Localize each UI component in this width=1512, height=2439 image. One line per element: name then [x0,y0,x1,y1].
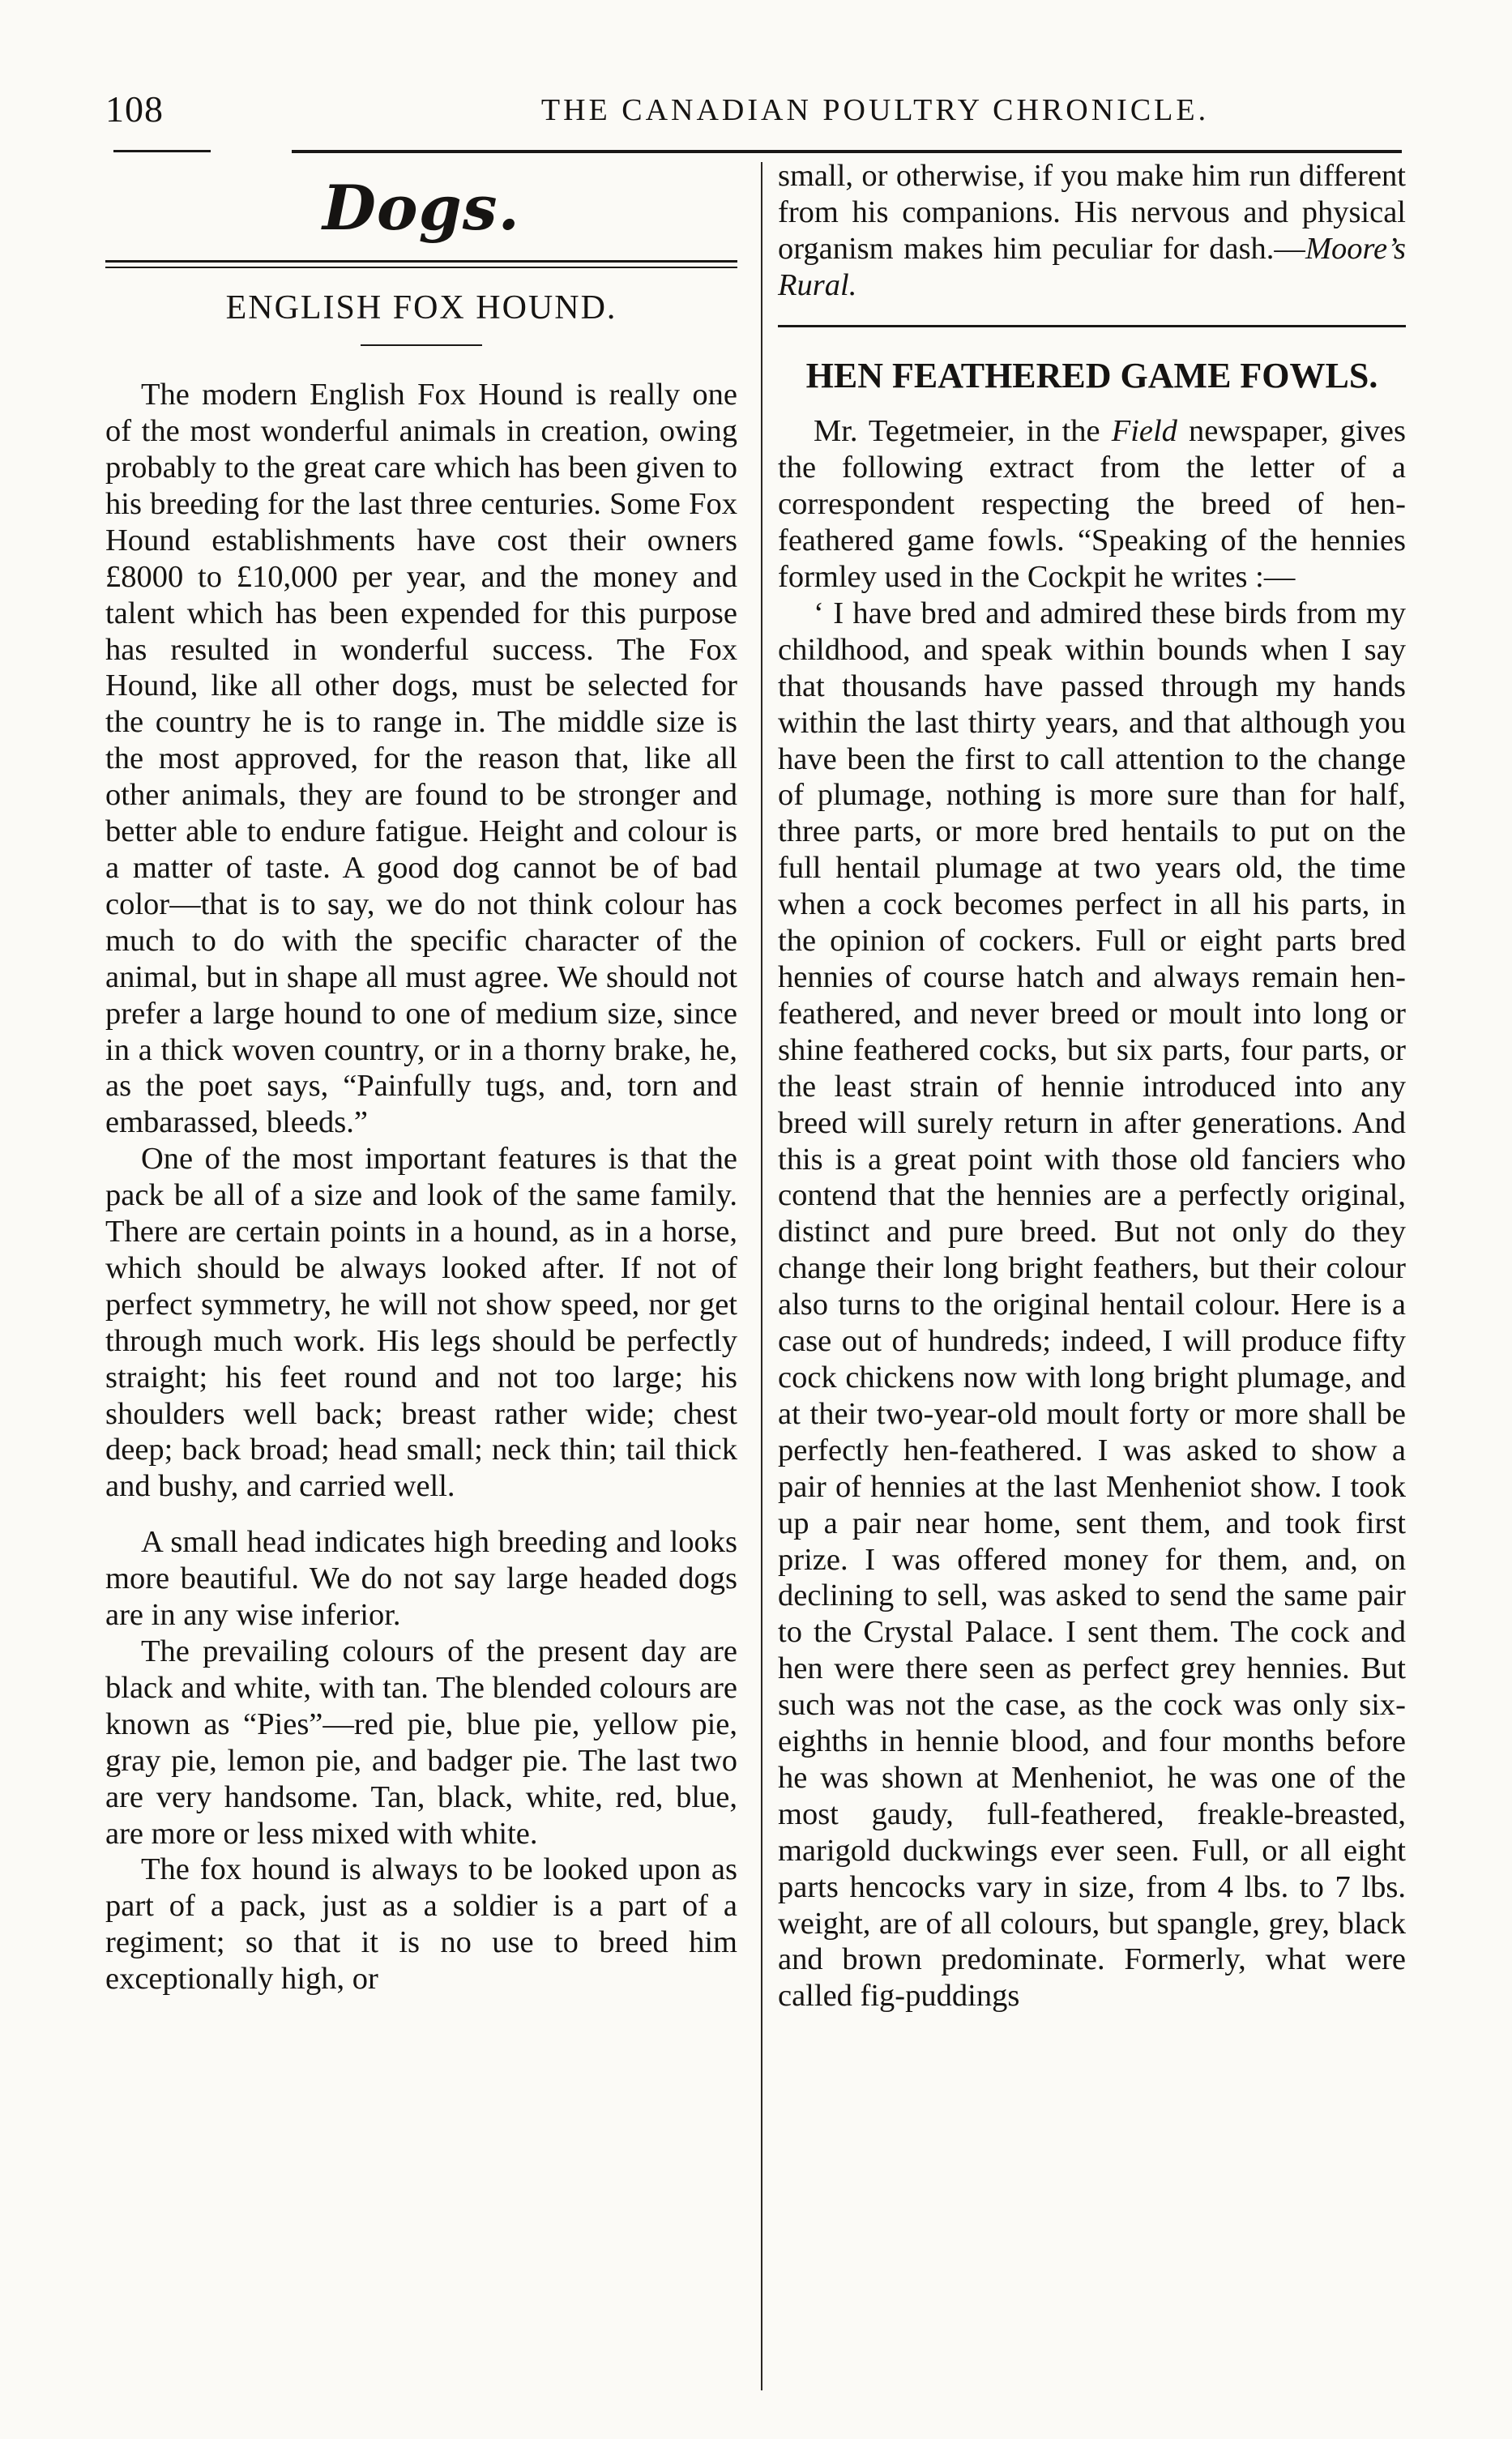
header-rule-left [113,150,211,152]
section-rule [105,260,737,268]
continuation-text: small, or otherwise, if you make him run different from his companions. His nervous and physical organism makes him peculiar for dash.— [778,159,1406,266]
section-title: Dogs. [322,172,520,244]
page-header [105,81,1402,138]
intro-text-rest: newspaper, gives the following extract from the letter of a correspondent respecting the breed of hen-feathered game fowls. “Speaking of the hennies formley used in the Cockpit he writes :— [778,414,1406,595]
title-rule [361,344,482,346]
article-title-game-fowls: HEN FEATHERED GAME FOWLS. [805,355,1378,395]
article-paragraph: The modern English Fox Hound is really one of the most wonderful animals in creation, owing probably to the great care which has been given to his breeding for the last three centuries. Some Fox Hound establishments have cost their owners £8000 to £10,000 per year, and the money and talent which has been expended for this purpose has resulted in wonderful success. The Fox Hound, like all other dogs, must be selected for the country he is to range in. The middle size is the most approved, for the reason that, like all other animals, they are found to be stronger and better able to endure fatigue. Height and colour is a matter of taste. A good dog cannot be of bad color—that is to say, we do not think colour has much to do with the specific character of the animal, but in shape all must agree. We should not prefer a large hound to one of medium size, since in a thick woven country, or in a thorny brake, he, as the poet says, “Painfully tugs, and, torn and embarassed, bleeds.” [105,378,737,1140]
article-paragraph: The prevailing colours of the present day are black and white, with tan. The blended colours are known as “Pies”—red pie, blue pie, yellow pie, gray pie, lemon pie, and badger pie. The last two are very handsome. Tan, black, white, red, blue, are more or less mixed with white. [105,1634,737,1851]
right-column [778,158,1406,2014]
article-separator [778,325,1406,327]
page-number: 108 [105,88,164,130]
running-head: THE CANADIAN POULTRY CHRONICLE. [540,93,1210,127]
article-paragraph [778,413,1406,596]
left-column [105,158,737,1997]
article-source: Moore’s Rural. [778,231,1406,302]
quoted-letter: ‘ I have bred and admired these birds from my childhood, and speak within bounds when I say that thousands have passed through my hands within the last thirty years, and that although you have been the first to call attention to the change of plumage, nothing is more sure than for half, three parts, or more bred hentails to put on the full hentail plumage at two years old, the time when a cock becomes perfect in all his parts, in the opinion of cockers. Full or eight parts bred hennies of course hatch and always remain hen-feathered, and never breed or moult into long or shine feathered cocks, but six parts, four parts, or the least strain of hennie introduced into any breed will surely return in after generations. And this is a great point with those old fanciers who contend that the hennies are a perfectly original, distinct and pure breed. But not only do they change their long bright feathers, but their colour also turns to the original hentail colour. Here is a case out of hundreds; indeed, I will produce fifty cock chickens now with long bright plumage, and at their two-year-old moult forty or more shall be perfectly hen-feathered. I was asked to show a pair of hennies at the last Menheniot show. I took up a pair near home, sent them, and took first prize. I was offered money for them, and, on declining to sell, was asked to send the same pair to the Crystal Palace. I sent them. The cock and hen were there seen as perfect grey hennies. But such was not the case, as the cock was only six-eighths in hennie blood, and four months before he was shown at Menheniot, he was one of the most gaudy, full-feathered, freakle-breasted, marigold duckwings ever seen. Full, or all eight parts hencocks vary in size, from 4 lbs. to 7 lbs. weight, are of all colours, but spangle, grey, black and brown predominate. Formerly, what were called fig-puddings [778,596,1406,2014]
article-paragraph: A small head indicates high breeding and looks more beautiful. We do not say large headed dogs are in any wise inferior. [105,1525,737,1633]
newspaper-name: Field [1111,414,1177,449]
article-paragraph: The fox hound is always to be looked upon as part of a pack, just as a soldier is a part of a regiment; so that it is no use to breed him exceptionally high, or [105,1852,737,1997]
article-continuation [778,158,1406,304]
intro-text: Mr. Tegetmeier, in the [814,414,1112,449]
column-divider [761,162,762,2390]
header-rule-right [292,150,1402,153]
article-paragraph: One of the most important features is that the pack be all of a size and look of the same family. There are certain points in a hound, as in a horse, which should be always looked after. If not of perfect symmetry, he will not show speed, nor get through much work. His legs should be perfectly straight; his feet round and not too large; his shoulders well back; breast rather wide; chest deep; back broad; head small; neck thin; tail thick and bushy, and carried well. [105,1142,737,1504]
article-title-fox-hound: ENGLISH FOX HOUND. [225,288,617,327]
